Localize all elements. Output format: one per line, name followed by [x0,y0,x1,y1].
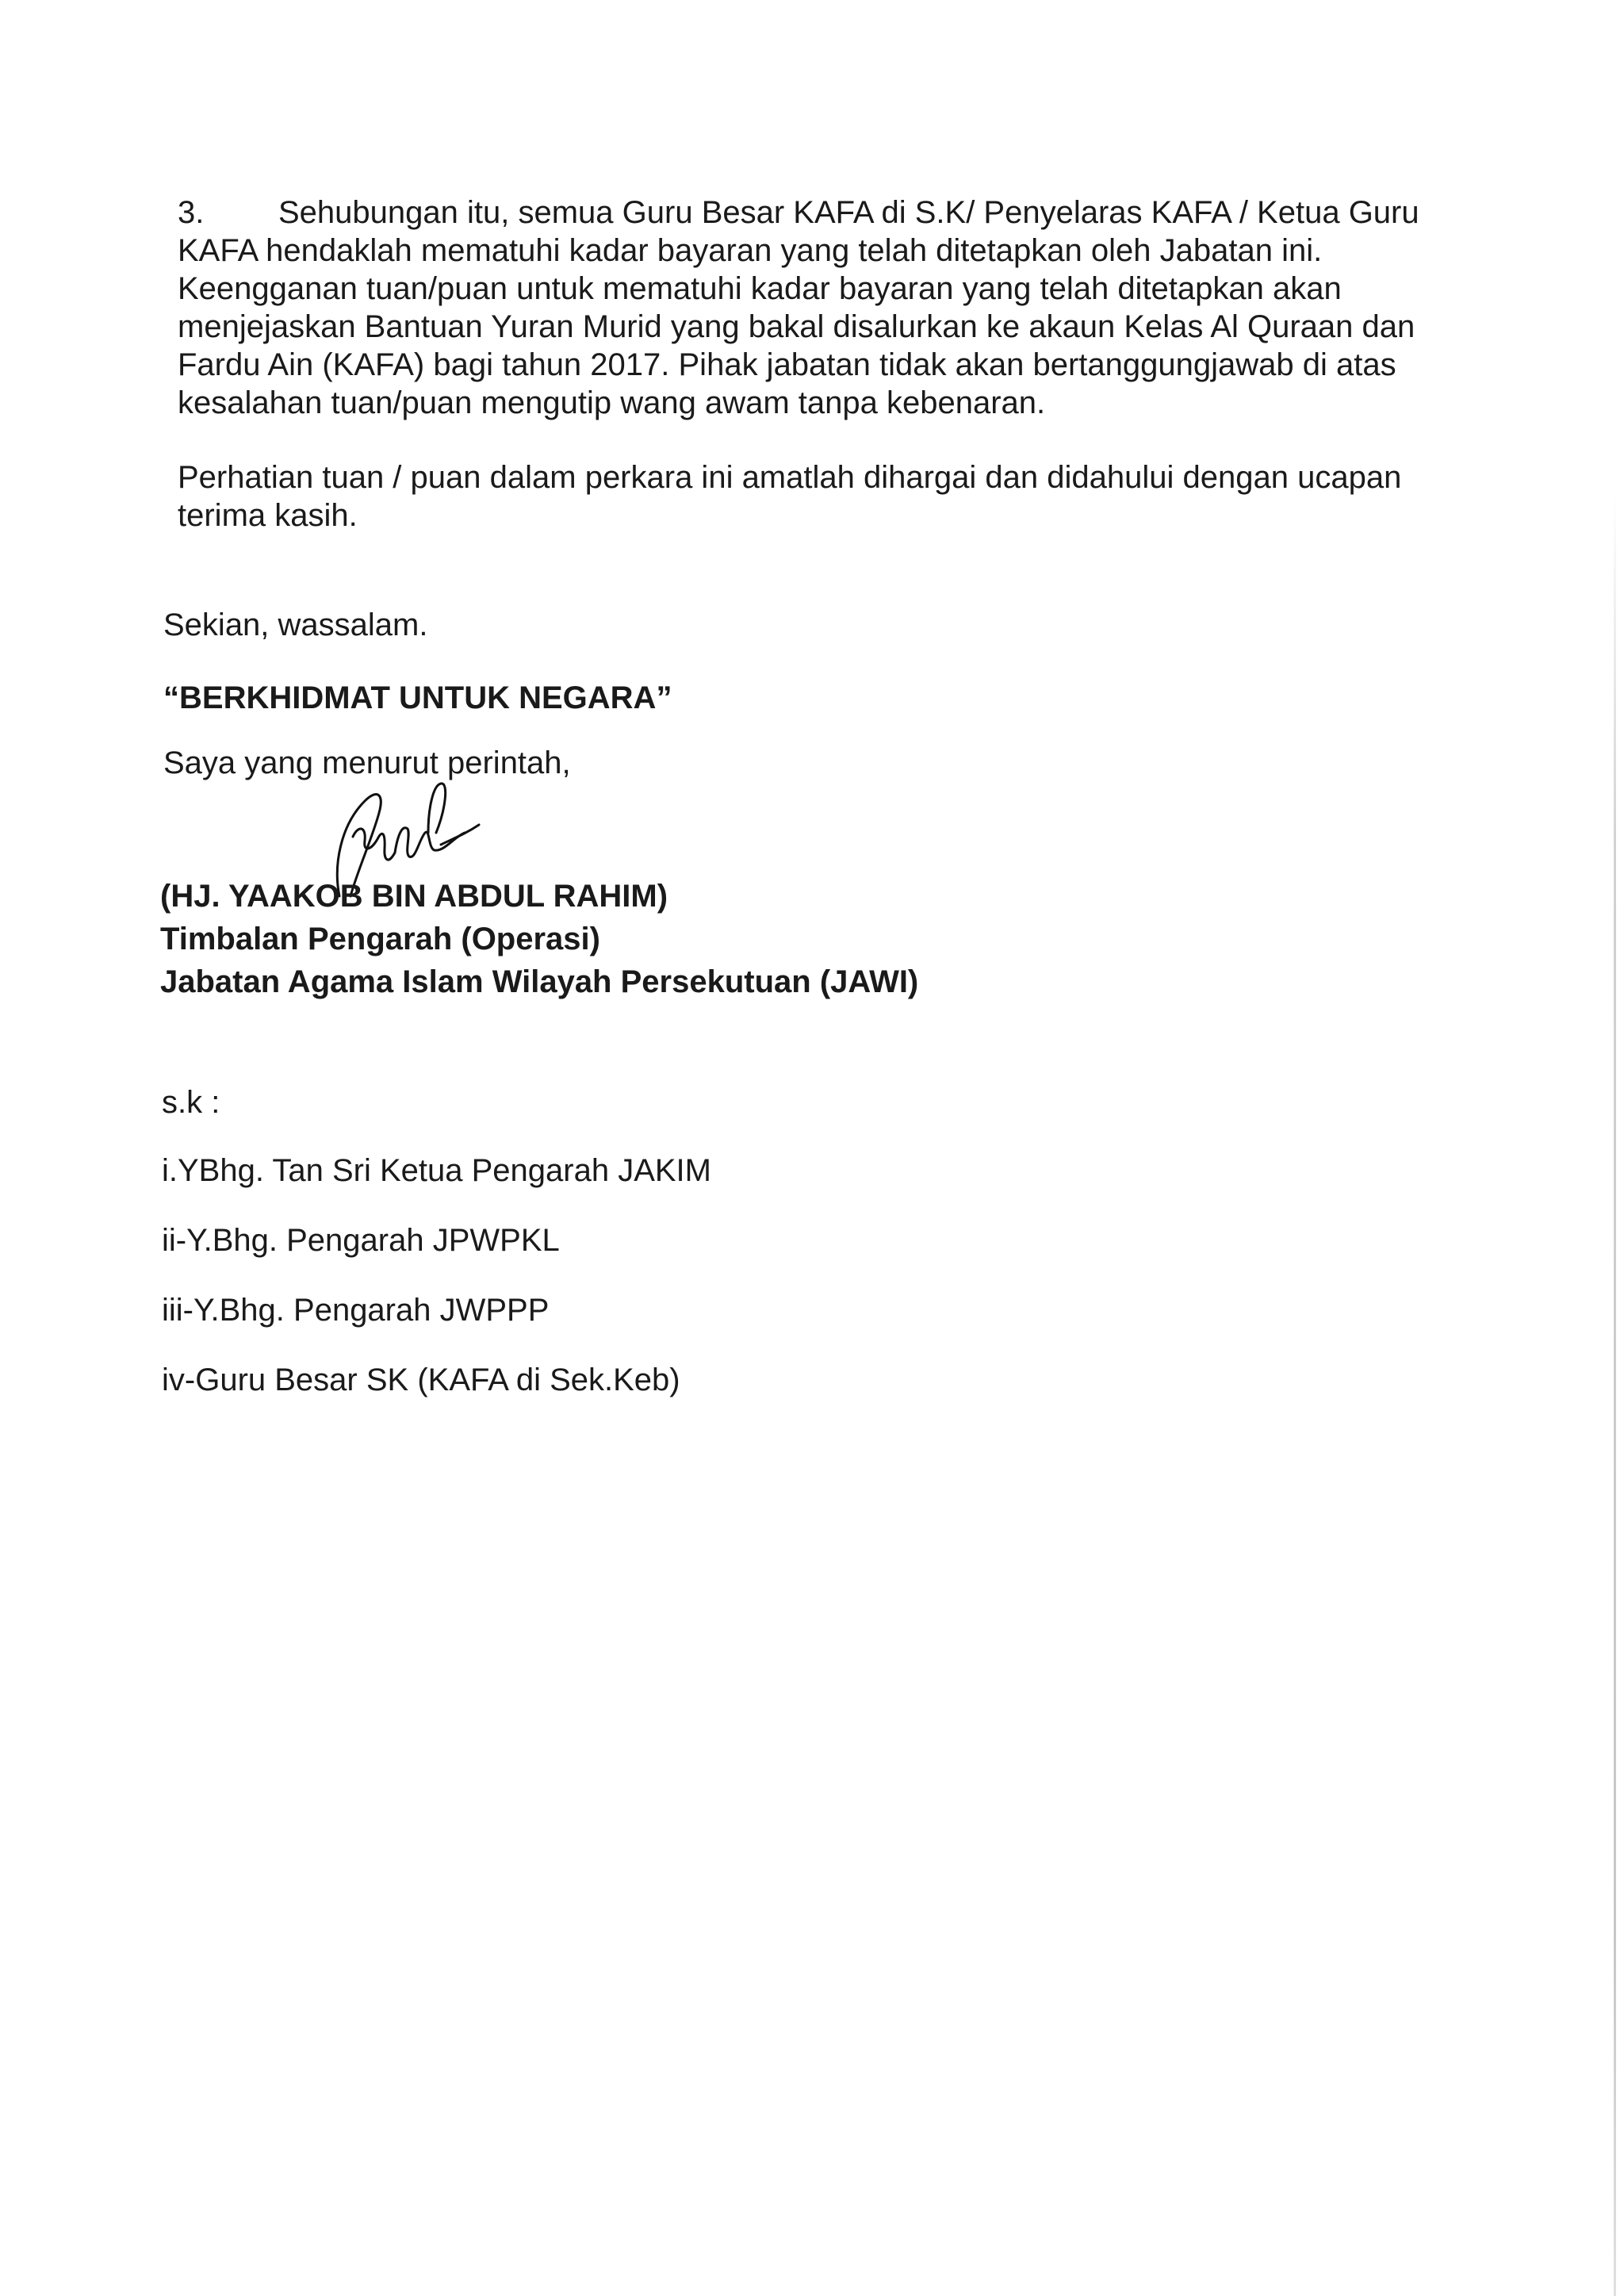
paragraph-3 [178,194,1478,422]
closing-greeting: Sekian, wassalam. [163,608,428,642]
signatory-department: Jabatan Agama Islam Wilayah Persekutuan (JAWI) [160,964,919,999]
signatory-name: (HJ. YAAKOB BIN ABDUL RAHIM) [160,879,668,914]
copies-label: s.k : [162,1085,220,1120]
paragraph-number: 3. [178,195,205,230]
signatory-title: Timbalan Pengarah (Operasi) [160,922,600,956]
copy-recipient-3: iii-Y.Bhg. Pengarah JWPPP [162,1293,550,1328]
paragraph-4: Perhatian tuan / puan dalam perkara ini amatlah dihargai dan didahului dengan ucapan terima kasih. [178,460,1402,533]
paragraph-3-text: Sehubungan itu, semua Guru Besar KAFA di S.K/ Penyelaras KAFA / Ketua Guru KAFA hendaklah mematuhi kadar bayaran yang telah ditetapkan oleh Jabatan ini. Keengganan tuan/puan untuk mematuhi kadar bayaran yang telah ditetapkan akan menjejaskan Bantuan Yuran Murid yang bakal disalurkan ke akaun Kelas Al Quraan dan Fardu Ain (KAFA) bagi tahun 2017. Pihak jabatan tidak akan bertanggungjawab di atas kesalahan tuan/puan mengutip wang awam tanpa kebenaran. [178,195,1419,420]
copy-recipient-1: i.YBhg. Tan Sri Ketua Pengarah JAKIM [162,1153,711,1188]
order-line: Saya yang menurut perintah, [163,746,571,780]
copy-recipient-4: iv-Guru Besar SK (KAFA di Sek.Keb) [162,1363,680,1397]
scan-edge-shadow [1614,492,1616,2296]
motto: “BERKHIDMAT UNTUK NEGARA” [163,680,672,715]
copy-recipient-2: ii-Y.Bhg. Pengarah JPWPKL [162,1223,560,1258]
